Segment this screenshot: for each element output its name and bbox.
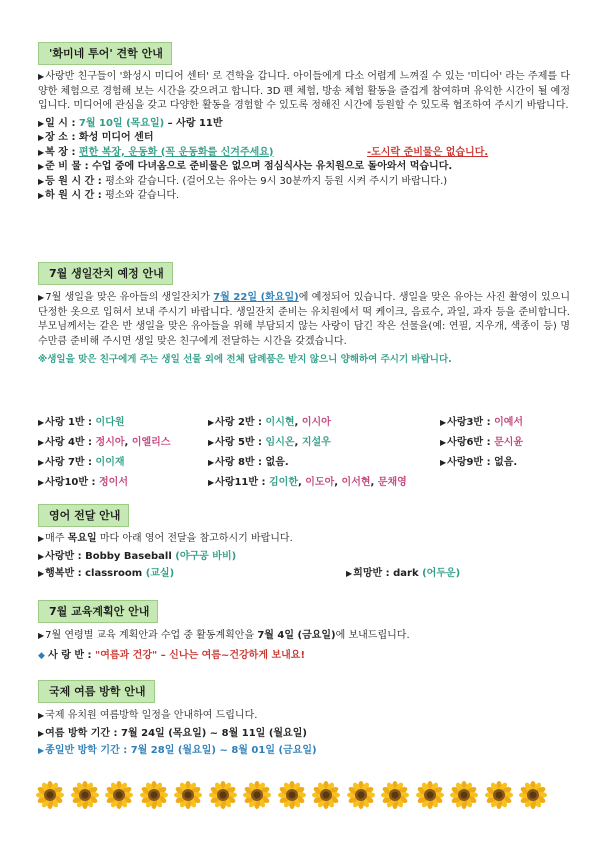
class-label: 사랑 1반 : bbox=[45, 417, 96, 428]
class-entry: ▶사랑 4반 : 정시아, 이엘리스 bbox=[38, 437, 171, 448]
class-row bbox=[38, 416, 570, 436]
birthday-child-name: 이예서 bbox=[494, 417, 524, 428]
sunflower-icon bbox=[381, 781, 409, 809]
english-hope-row: ▶희망반 : dark (어두운) bbox=[346, 568, 461, 579]
class-entry: ▶사랑 1반 : 이다원 bbox=[38, 417, 125, 428]
birthday-child-name: 문채영 bbox=[377, 477, 407, 488]
birthday-child-name: 정이서 bbox=[99, 477, 128, 488]
birthday-date: 7월 22일 (화요일) bbox=[213, 292, 299, 303]
birthday-section bbox=[38, 291, 570, 367]
class-entry: ▶사랑 8반 : 없음. bbox=[208, 457, 289, 468]
birthday-child-name: 이엘리스 bbox=[131, 437, 171, 448]
birthday-child-name: 이시아 bbox=[301, 417, 331, 428]
vacation-title: 국제 여름 방학 안내 bbox=[38, 680, 155, 703]
tour-arrive-row: ▶등 원 시 간 : 평소와 같습니다. (걸어오는 유아는 9시 30분까지 등원 시켜 주시기 바랍니다.) bbox=[38, 175, 448, 187]
tour-place-row: ▶장 소 : 화성 미디어 센터 bbox=[38, 132, 154, 143]
birthday-child-name: 없음. bbox=[265, 457, 289, 468]
tour-leave-row: ▶하 원 시 간 : 평소와 같습니다. bbox=[38, 190, 180, 201]
plan-intro: ▶7월 연령별 교육 계획안과 수업 중 활동계획안을 7월 4일 (금요일)에 보내드립니다. bbox=[38, 630, 410, 641]
sunflower-icon bbox=[174, 781, 202, 809]
birthday-child-name: 김이한 bbox=[269, 477, 298, 488]
sunflower-icon bbox=[450, 781, 478, 809]
media-tour-section bbox=[38, 70, 570, 204]
class-label: 사랑3반 : bbox=[447, 417, 495, 428]
class-label: 사랑 4반 : bbox=[45, 437, 96, 448]
birthday-intro: ▶7월 생일을 맞은 유아들의 생일잔치가 7월 22일 (화요일)에 예정되어 있습니다. 생일을 맞은 유아는 사진 촬영이 있으니 단정한 옷으로 입혀서 보내 주시기 바랍니다. 생일잔치 준비는 유치원에서 떡 케이크, 음료수, 과일, 과자 등을 준비합니다. 부모님께서는 같은 반 생일을 맞은 유아들을 위해 부담되지 않는 사랑이 담긴 작은 선물을(예: 연필, 지우개, 색종이 등) 명수만큼 준비해 주시면 생일 맞은 친구에게 전달하는 시간을 갖겠습니다. bbox=[38, 292, 571, 347]
tour-date: 7월 10일 (목요일) bbox=[78, 117, 165, 129]
sunflower-icon bbox=[347, 781, 375, 809]
lunch-note: -도시락 준비물은 없습니다. bbox=[367, 146, 489, 158]
class-row bbox=[38, 436, 570, 456]
class-entry: ▶사랑 7반 : 이이재 bbox=[38, 457, 125, 468]
class-entry: ▶사랑9반 : 없음. bbox=[440, 457, 518, 468]
birthday-child-name: 없음. bbox=[494, 457, 518, 468]
class-label: 사랑 5반 : bbox=[215, 437, 266, 448]
class-entry: ▶사랑 2반 : 이시현, 이시아 bbox=[208, 417, 331, 428]
birthday-child-name: 지설우 bbox=[301, 437, 331, 448]
vacation-intro: ▶국제 유치원 여름방학 일정을 안내하여 드립니다. bbox=[38, 710, 258, 721]
sunflower-icon bbox=[36, 781, 64, 809]
class-label: 사랑6반 : bbox=[447, 437, 495, 448]
english-section bbox=[38, 532, 570, 582]
tour-date-row: ▶일 시 : 7월 10일 (목요일) – 사랑 11반 bbox=[38, 117, 223, 129]
english-happy-row: ▶행복반 : classroom (교실) ▶희망반 : dark (어두운) bbox=[38, 567, 570, 582]
media-tour-title: '화미네 투어' 견학 안내 bbox=[38, 42, 172, 65]
sunflower-icon bbox=[312, 781, 340, 809]
birthday-child-name: , bbox=[334, 477, 342, 488]
english-intro: ▶매주 목요일 마다 아래 영어 전달을 참고하시기 바랍니다. bbox=[38, 533, 293, 544]
birthday-child-name: , bbox=[370, 477, 378, 488]
tour-arrive: 평소와 같습니다. (걸어오는 유아는 9시 30분까지 등원 시켜 주시기 바랍니다.) bbox=[105, 175, 448, 187]
class-row bbox=[38, 476, 570, 496]
english-title: 영어 전달 안내 bbox=[38, 504, 129, 527]
tour-place: 화성 미디어 센터 bbox=[78, 132, 154, 143]
class-entry: ▶사랑10반 : 정이서 bbox=[38, 477, 128, 488]
plan-title: 7월 교육계획안 안내 bbox=[38, 600, 158, 623]
media-tour-intro: ▶사랑반 친구들이 '화성시 미디어 센터' 로 견학을 갑니다. 아이들에게 다소 어렵게 느껴질 수 있는 '미디어' 라는 주제를 다양한 체험으로 경험해 보는 시간을 갖으려고 합니다. 3D 펜 체험, 방송 체험 활동을 즐겁게 참여하며 유익한 시간이 될 예정입니다. 미디어에 관심을 갖고 다양한 활동을 경험할 수 있도록 정해진 시간에 등원할 수 있도록 협조하여 주시기 바랍니다. bbox=[38, 71, 571, 111]
birthday-child-name: , bbox=[124, 437, 132, 448]
birthday-child-name: 문시윤 bbox=[494, 437, 524, 448]
birthday-child-name: , bbox=[294, 417, 302, 428]
gift-note: ※생일을 맞은 친구에게 주는 생일 선물 외에 전체 답례품은 받지 않으니 양해하여 주시기 바랍니다. bbox=[38, 354, 452, 365]
class-entry: ▶사랑11반 : 김이한, 이도아, 이서현, 문채영 bbox=[208, 477, 407, 488]
birthday-child-name: 이다원 bbox=[95, 417, 125, 428]
class-entry: ▶사랑3반 : 이예서 bbox=[440, 417, 524, 428]
birthday-title: 7월 생일잔치 예정 안내 bbox=[38, 262, 173, 285]
birthday-child-name: , bbox=[298, 477, 306, 488]
birthday-child-name: 이시현 bbox=[265, 417, 295, 428]
birthday-child-name: 이이재 bbox=[95, 457, 125, 468]
class-label: 사랑 7반 : bbox=[45, 457, 96, 468]
vacation-half-row: ▶여름 방학 기간 : 7월 24일 (목요일) ~ 8월 11일 (월요일) bbox=[38, 727, 307, 739]
class-label: 사랑9반 : bbox=[447, 457, 495, 468]
english-love-row: ▶사랑반 : Bobby Baseball (야구공 바비) bbox=[38, 550, 237, 562]
sunflower-icon bbox=[519, 781, 547, 809]
tour-dress: 편한 복장, 운동화 (꼭 운동화를 신겨주세요) bbox=[78, 146, 274, 158]
birthday-child-name: , bbox=[294, 437, 302, 448]
class-label: 사랑 2반 : bbox=[215, 417, 266, 428]
class-label: 사랑10반 : bbox=[45, 477, 100, 488]
plan-love-row: ◆ 사 랑 반 : "여름과 건강" – 신나는 여름~건강하게 보내요! bbox=[38, 649, 306, 661]
class-entry: ▶사랑6반 : 문시윤 bbox=[440, 437, 524, 448]
birthday-child-name: 이서현 bbox=[341, 477, 371, 488]
class-entry: ▶사랑 5반 : 임시온, 지설우 bbox=[208, 437, 331, 448]
sunflower-icon bbox=[278, 781, 306, 809]
tour-prep: 수업 중에 다녀옴으로 준비물은 없으며 점심식사는 유치원으로 돌아와서 먹습니다. bbox=[92, 161, 453, 172]
birthday-child-name: 이도아 bbox=[305, 477, 335, 488]
vacation-full-row: ▶종일반 방학 기간 : 7월 28일 (월요일) ~ 8월 01일 (금요일) bbox=[38, 745, 317, 756]
sunflower-icon bbox=[140, 781, 168, 809]
tour-leave: 평소와 같습니다. bbox=[105, 190, 180, 201]
sunflower-icon bbox=[243, 781, 271, 809]
sunflower-icon bbox=[485, 781, 513, 809]
sunflower-icon bbox=[105, 781, 133, 809]
birthday-child-name: 정시아 bbox=[95, 437, 125, 448]
sunflower-icon bbox=[416, 781, 444, 809]
tour-dress-row: ▶복 장 : 편한 복장, 운동화 (꼭 운동화를 신겨주세요) -도시락 준비물은 없습니다. bbox=[38, 146, 570, 161]
birthday-child-name: 임시온 bbox=[265, 437, 295, 448]
class-label: 사랑11반 : bbox=[215, 477, 270, 488]
birthday-class-list bbox=[38, 416, 570, 496]
class-row bbox=[38, 456, 570, 476]
class-label: 사랑 8반 : bbox=[215, 457, 266, 468]
sunflower-border bbox=[36, 781, 566, 811]
sunflower-icon bbox=[209, 781, 237, 809]
vacation-section bbox=[38, 709, 570, 759]
plan-section bbox=[38, 629, 570, 663]
sunflower-icon bbox=[71, 781, 99, 809]
tour-prep-row: ▶준 비 물 : 수업 중에 다녀옴으로 준비물은 없으며 점심식사는 유치원으로 돌아와서 먹습니다. bbox=[38, 161, 453, 172]
